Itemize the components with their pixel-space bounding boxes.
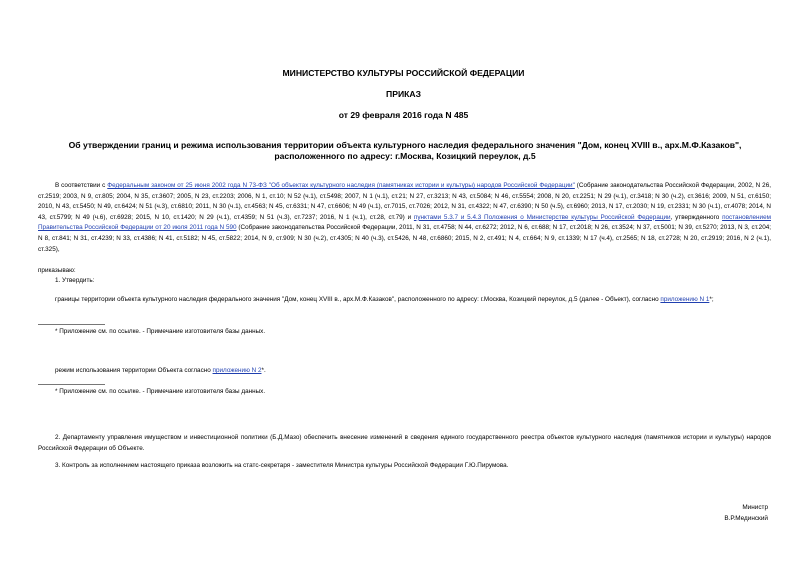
document-title [60, 140, 750, 162]
regime-paragraph [55, 366, 266, 377]
item-1-text: 1. Утвердить: [55, 277, 95, 284]
borders-paragraph [38, 295, 771, 306]
preamble-paragraph [38, 181, 771, 255]
ministry-heading: МИНИСТЕРСТВО КУЛЬТУРЫ РОССИЙСКОЙ ФЕДЕРАЦИИ [282, 68, 525, 78]
borders-tail: *; [709, 296, 714, 303]
appendix-1-link[interactable]: приложению N 1 [660, 296, 710, 303]
government-decree-link[interactable]: постановлением Правительства Российской Федерации от 20 июля 2011 года N 590 [38, 213, 771, 232]
preamble-text-1: В соответствии с [55, 182, 108, 189]
preamble-text-3: , утвержденного [670, 213, 723, 221]
footnote-divider-1 [38, 324, 105, 325]
regime-text: режим использования территории Объекта согласно [55, 367, 213, 374]
preamble-text-2: (Собрание законодательства Российской Федерации, 2002, N 26, ст.2519; 2003, N 9, ст.805; 2004, N 35, ст.3607; 2005, N 23, ст.2203; 2006, N 1, ст.10; N 52 (ч.1), ст.5498; 2007, N 1 (ч.1), ст.21; N 27, ст.3213; N 43, ст.5084; N 46, ст.5554; 2008, N 20, ст.2251; N 29 (ч.1), ст.3418; N 30 (ч.2), ст.3616; 2009, N 51, ст.6150; 2010, N 43, ст.5450; N 49, ст.6424; N 51 (ч.3), ст.6810; 2011, N 30 (ч.1), ст.4563; N 45, ст.6331; N 47, ст.6606; N 49 (ч.1), ст.7015, ст.7026; 2012, N 31, ст.4322; N 47, ст.6390; N 50 (ч.5), ст.6960; 2013, N 17, ст.2030; N 19, ст.2331; N 30 (ч.1), ст.4078; 2014, N 43, ст.5799; N 49 (ч.6), ст.6928; 2015, N 10, ст.1420; N 29 (ч.1), ст.4359; N 51 (ч.3), ст.7237; 2016, N 1 (ч.1), ст.28, ст.79) и [38, 182, 772, 221]
regime-tail: *. [261, 367, 266, 374]
title-line-1: Об утверждении границ и режима использования территории объекта культурного наследия федерального значения "Дом, конец XVIII в., арх.М.Ф.Казаков", [68, 140, 742, 150]
borders-text: границы территории объекта культурного наследия федерального значения "Дом, конец XVIII в., арх.М.Ф.Казаков", расположенного по адресу: г.Москва, Козицкий переулок, д.5 (далее - Объект), согласно [55, 296, 661, 303]
preamble-text-4: (Собрание законодательства Российской Федерации, 2011, N 31, ст.4758; N 44, ст.6272; 2012, N 6, ст.688; N 17, ст.2018; N 26, ст.3524; N 37, ст.5001; N 39, ст.5270; 2013, N 3, ст.204; N 8, ст.841; N 31, ст.4239; N 33, ст.4386; N 41, ст.5182; N 45, ст.5822; 2014, N 9, ст.909; N 30 (ч.2), ст.4305; N 40 (ч.3), ст.5426, N 48, ст.6860; 2015, N 2, ст.491; N 4, ст.664; N 9, ст.1339; N 17 (ч.4), ст.2565; N 18, ст.2728; N 20, ст.2919; 2016, N 2 (ч.1), ст.325), [38, 224, 772, 253]
title-line-2: расположенного по адресу: г.Москва, Козицкий переулок, д.5 [274, 151, 536, 161]
date-number-heading: от 29 февраля 2016 года N 485 [338, 110, 469, 120]
footnote-1: * Приложение см. по ссылке. - Примечание изготовителя базы данных. [55, 328, 266, 335]
signature-position: Министр [742, 504, 768, 511]
regulation-points-link[interactable]: пунктами 5.3.7 и 5.4.3 Положения о Министерстве культуры Российской Федерации [413, 213, 671, 221]
item-3-paragraph: 3. Контроль за исполнением настоящего приказа возложить на статс-секретаря - заместителя Министра культуры Российской Федерации Г.Ю.Пирумова. [55, 462, 509, 469]
prikazyvayu-text: приказываю: [38, 267, 76, 274]
signature-name: В.Р.Мединский [724, 515, 768, 522]
federal-law-link[interactable]: Федеральным законом от 25 июня 2002 года N 73-ФЗ "Об объектах культурного наследия (памятниках истории и культуры) народов Российской Федерации" [107, 182, 575, 189]
doc-type-heading: ПРИКАЗ [386, 89, 421, 99]
footnote-divider-2 [38, 384, 105, 385]
appendix-2-link[interactable]: приложению N 2 [212, 367, 262, 374]
footnote-2: * Приложение см. по ссылке. - Примечание изготовителя базы данных. [55, 388, 266, 395]
item-2-paragraph: 2. Департаменту управления имуществом и инвестиционной политики (Б.Д.Мазо) обеспечить внесение изменений в сведения единого государственного реестра объектов культурного наследия (памятников истории и культуры) народов Российской Федерации об Объекте. [38, 434, 771, 452]
